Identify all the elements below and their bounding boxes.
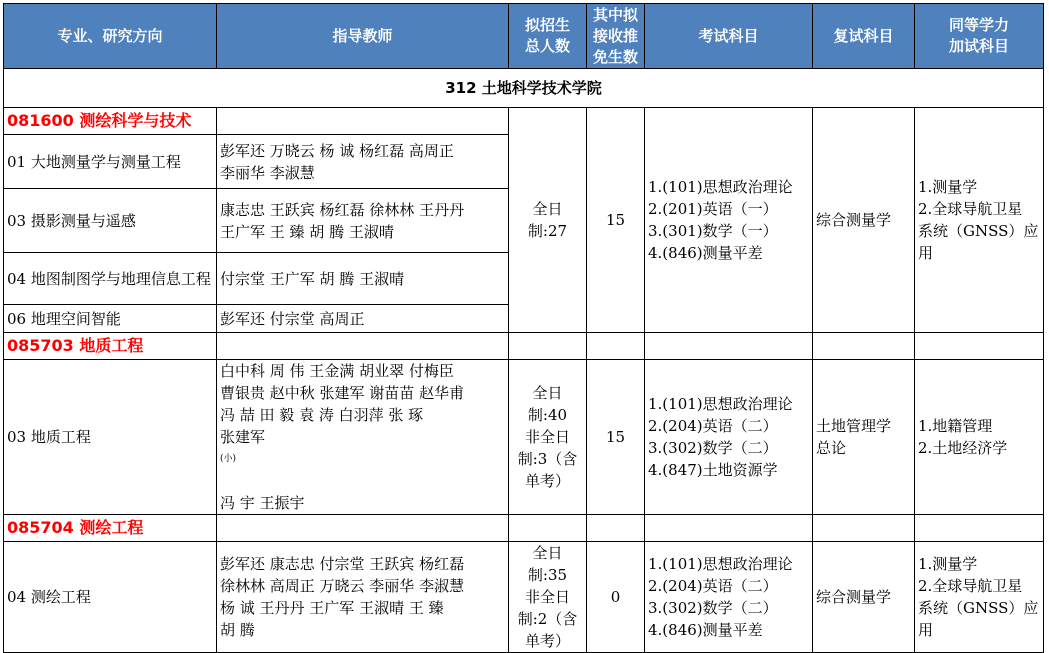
exam-cell: 1.(101)思想政治理论 2.(204)英语（二） 3.(302)数学（二） 4.(847)土地资源学 [645,360,813,515]
header-retest: 复试科目 [813,4,915,69]
exam-cell: 1.(101)思想政治理论 2.(204)英语（二） 3.(302)数学（二） 4.(846)测量平差 [645,542,813,653]
teacher-list: 白中科 周 伟 王金满 胡业翠 付梅臣 曹银贵 赵中秋 张建军 谢苗苗 赵华甫 冯 喆 田 毅 袁 涛 白羽萍 张 琢 张建军 (小) 冯 宇 王振宇 [217,360,509,515]
subject-title: 081600 测绘科学与技术 [4,108,217,135]
extra-cell: 1.测量学 2.全球导航卫星 系统（GNSS）应 用 [915,542,1044,653]
admission-table-container [3,3,1043,653]
quota-cell: 全日 制:27 [509,108,587,333]
exam-cell: 1.(101)思想政治理论 2.(201)英语（一） 3.(301)数学（一） 4.(846)测量平差 [645,108,813,333]
header-quota: 拟招生 总人数 [509,4,587,69]
empty-cell [915,333,1044,360]
quota-cell: 全日 制:40 非全日 制:3（含 单考） [509,360,587,515]
teacher-list: 付宗堂 王广军 胡 腾 王淑晴 [217,253,509,305]
header-row [4,4,1044,69]
admission-table [3,3,1044,653]
direction-row [4,542,1044,653]
quota-cell: 全日 制:35 非全日 制:2（含 单考） [509,542,587,653]
direction-name: 04 测绘工程 [4,542,217,653]
subject-row [4,515,1044,542]
empty-cell [915,515,1044,542]
header-exempt: 其中拟 接收推 免生数 [587,4,645,69]
subject-title: 085704 测绘工程 [4,515,217,542]
extra-cell: 1.测量学 2.全球导航卫星 系统（GNSS）应 用 [915,108,1044,333]
empty-cell [813,515,915,542]
header-extra: 同等学力 加试科目 [915,4,1044,69]
empty-cell [645,515,813,542]
direction-name: 03 摄影测量与遥感 [4,189,217,253]
direction-name: 03 地质工程 [4,360,217,515]
exempt-cell: 15 [587,360,645,515]
exempt-cell: 15 [587,108,645,333]
empty-cell [587,333,645,360]
direction-name: 06 地理空间智能 [4,305,217,333]
empty-cell [509,333,587,360]
empty-cell [509,515,587,542]
extra-cell: 1.地籍管理 2.土地经济学 [915,360,1044,515]
direction-row [4,360,1044,515]
retest-cell: 综合测量学 [813,108,915,333]
empty-cell [587,515,645,542]
subject-row [4,108,1044,135]
retest-cell: 土地管理学 总论 [813,360,915,515]
direction-name: 04 地图制图学与地理信息工程 [4,253,217,305]
college-title: 312 土地科学技术学院 [4,69,1044,108]
college-row [4,69,1044,108]
exempt-cell: 0 [587,542,645,653]
direction-name: 01 大地测量学与测量工程 [4,135,217,189]
header-exam: 考试科目 [645,4,813,69]
teacher-list: 彭军还 付宗堂 高周正 [217,305,509,333]
empty-cell [217,108,509,135]
subject-row [4,333,1044,360]
subject-title: 085703 地质工程 [4,333,217,360]
teacher-list: 康志忠 王跃宾 杨红磊 徐林林 王丹丹 王广军 王 臻 胡 腾 王淑晴 [217,189,509,253]
teacher-list: 彭军还 万晓云 杨 诚 杨红磊 高周正 李丽华 李淑慧 [217,135,509,189]
header-major: 专业、研究方向 [4,4,217,69]
empty-cell [645,333,813,360]
header-teacher: 指导教师 [217,4,509,69]
empty-cell [217,515,509,542]
empty-cell [813,333,915,360]
empty-cell [217,333,509,360]
teacher-list: 彭军还 康志忠 付宗堂 王跃宾 杨红磊 徐林林 高周正 万晓云 李丽华 李淑慧 杨 诚 王丹丹 王广军 王淑晴 王 臻 胡 腾 [217,542,509,653]
retest-cell: 综合测量学 [813,542,915,653]
